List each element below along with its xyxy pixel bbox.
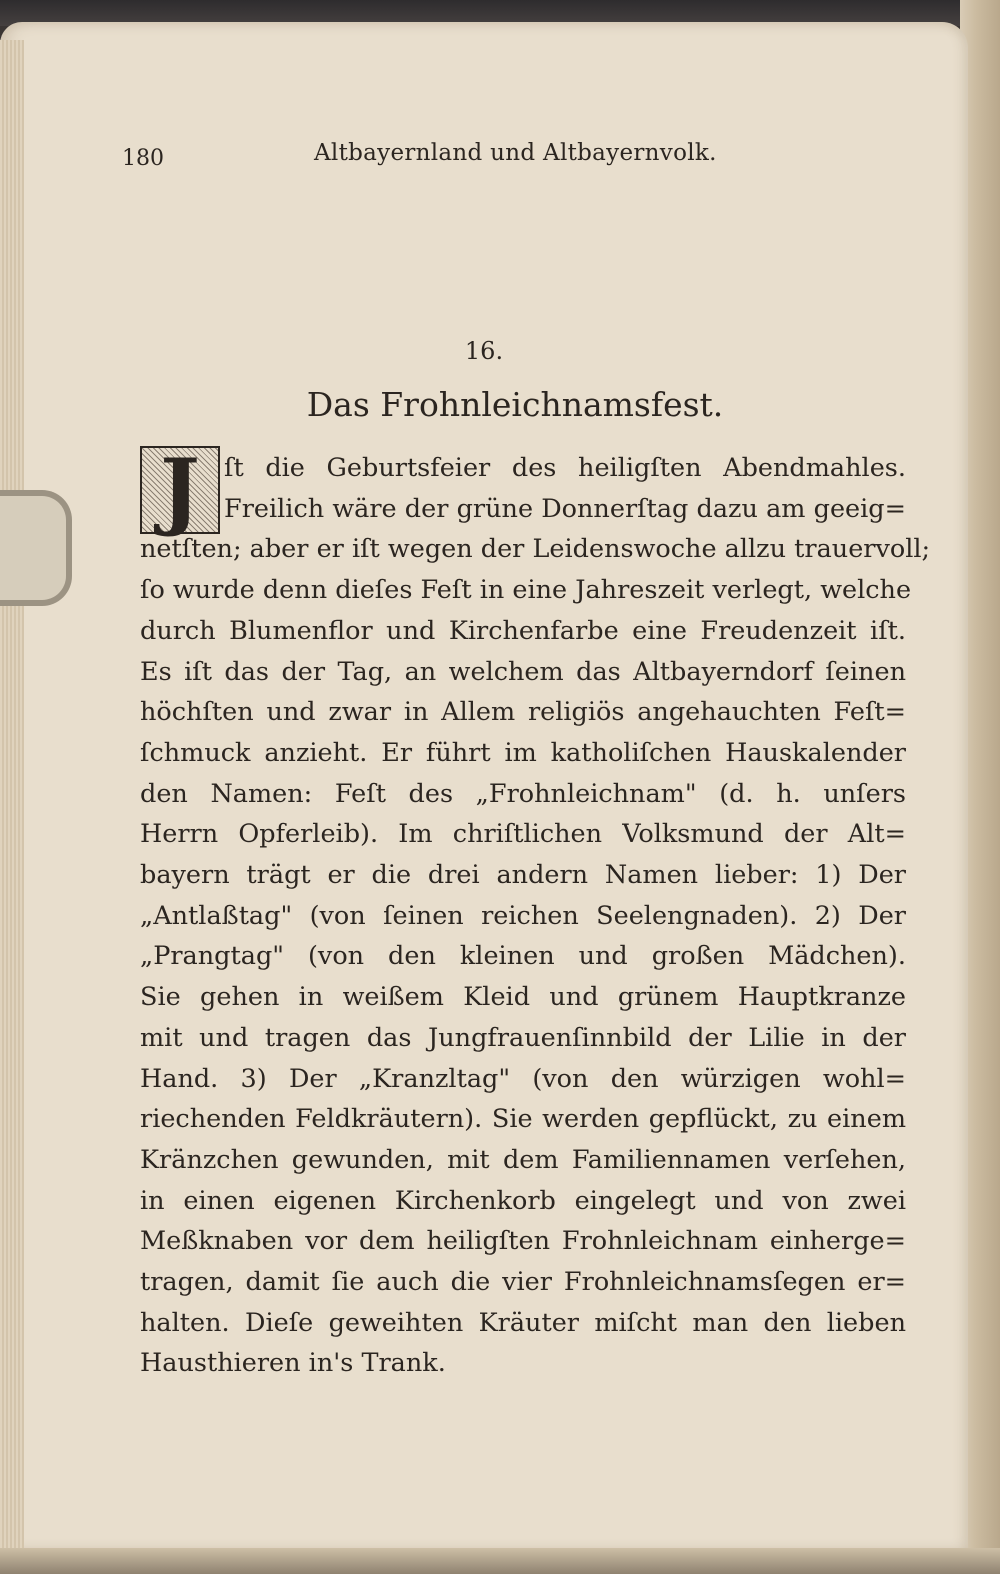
text-line: tragen, damit ſie auch die vier Frohnleichnamsſegen er= [140,1267,906,1298]
text-line: Sie gehen in weißem Kleid und grünem Hauptkranze [140,982,906,1013]
chapter-title: Das Frohnleichnamsfest. [306,385,724,424]
text-line: bayern trägt er die drei andern Namen lieber: 1) Der [140,860,906,891]
text-line: Hausthieren in's Trank. [140,1348,446,1379]
text-line: Freilich wäre der grüne Donnerſtag dazu am geeig= [224,493,906,524]
book-bottom-edge [0,1548,1000,1574]
text-line: ſchmuck anzieht. Er führt im katholiſchen Hauskalender [140,737,906,768]
text-line: in einen eigenen Kirchenkorb eingelegt und von zwei [140,1185,906,1216]
text-line: den Namen: Feſt des „Frohnleichnam" (d. h. unſers [140,778,906,809]
text-line: netſten; aber er iſt wegen der Leidenswoche allzu trauervoll; [140,534,931,565]
text-line: ſt die Geburtsfeier des heiligſten Abendmahles. [224,453,906,483]
text-line: riechenden Feldkräutern). Sie werden gepflückt, zu einem [140,1104,906,1135]
text-line: halten. Dieſe geweihten Kräuter miſcht man den lieben [140,1307,906,1338]
running-title: Altbayernland und Altbayernvolk. [314,140,717,166]
left-page-edges [0,40,24,1550]
text-line: mit und tragen das Jungfrauenſinnbild der Lilie in der [140,1022,906,1053]
text-line: durch Blumenflor und Kirchenfarbe eine Freudenzeit iſt. [140,615,906,646]
text-line: „Prangtag" (von den kleinen und großen Mädchen). [140,941,906,972]
text-line: ſo wurde denn dieſes Feſt in eine Jahreszeit verlegt, welche [140,575,912,606]
text-line: Hand. 3) Der „Kranzltag" (von den würzigen wohl= [140,1063,906,1094]
page-clip [0,490,72,606]
text-line: höchſten und zwar in Allem religiös angehauchten Feſt= [140,697,906,728]
text-line: „Antlaßtag" (von ſeinen reichen Seelengnaden). 2) Der [140,900,906,931]
text-line: Es iſt das der Tag, an welchem das Altbayerndorf ſeinen [140,656,906,687]
text-line: Kränzchen gewunden, mit dem Familiennamen verſehen, [140,1144,906,1175]
page-number: 180 [122,146,164,171]
body-text [140,448,931,1384]
drop-cap-initial: J [140,446,220,534]
text-line: Meßknaben vor dem heiligſten Frohnleichnam einherge= [140,1226,906,1257]
chapter-number: 16. [464,337,504,365]
text-line: Herrn Opferleib). Im chriſtlichen Volksmund der Alt= [140,819,906,850]
